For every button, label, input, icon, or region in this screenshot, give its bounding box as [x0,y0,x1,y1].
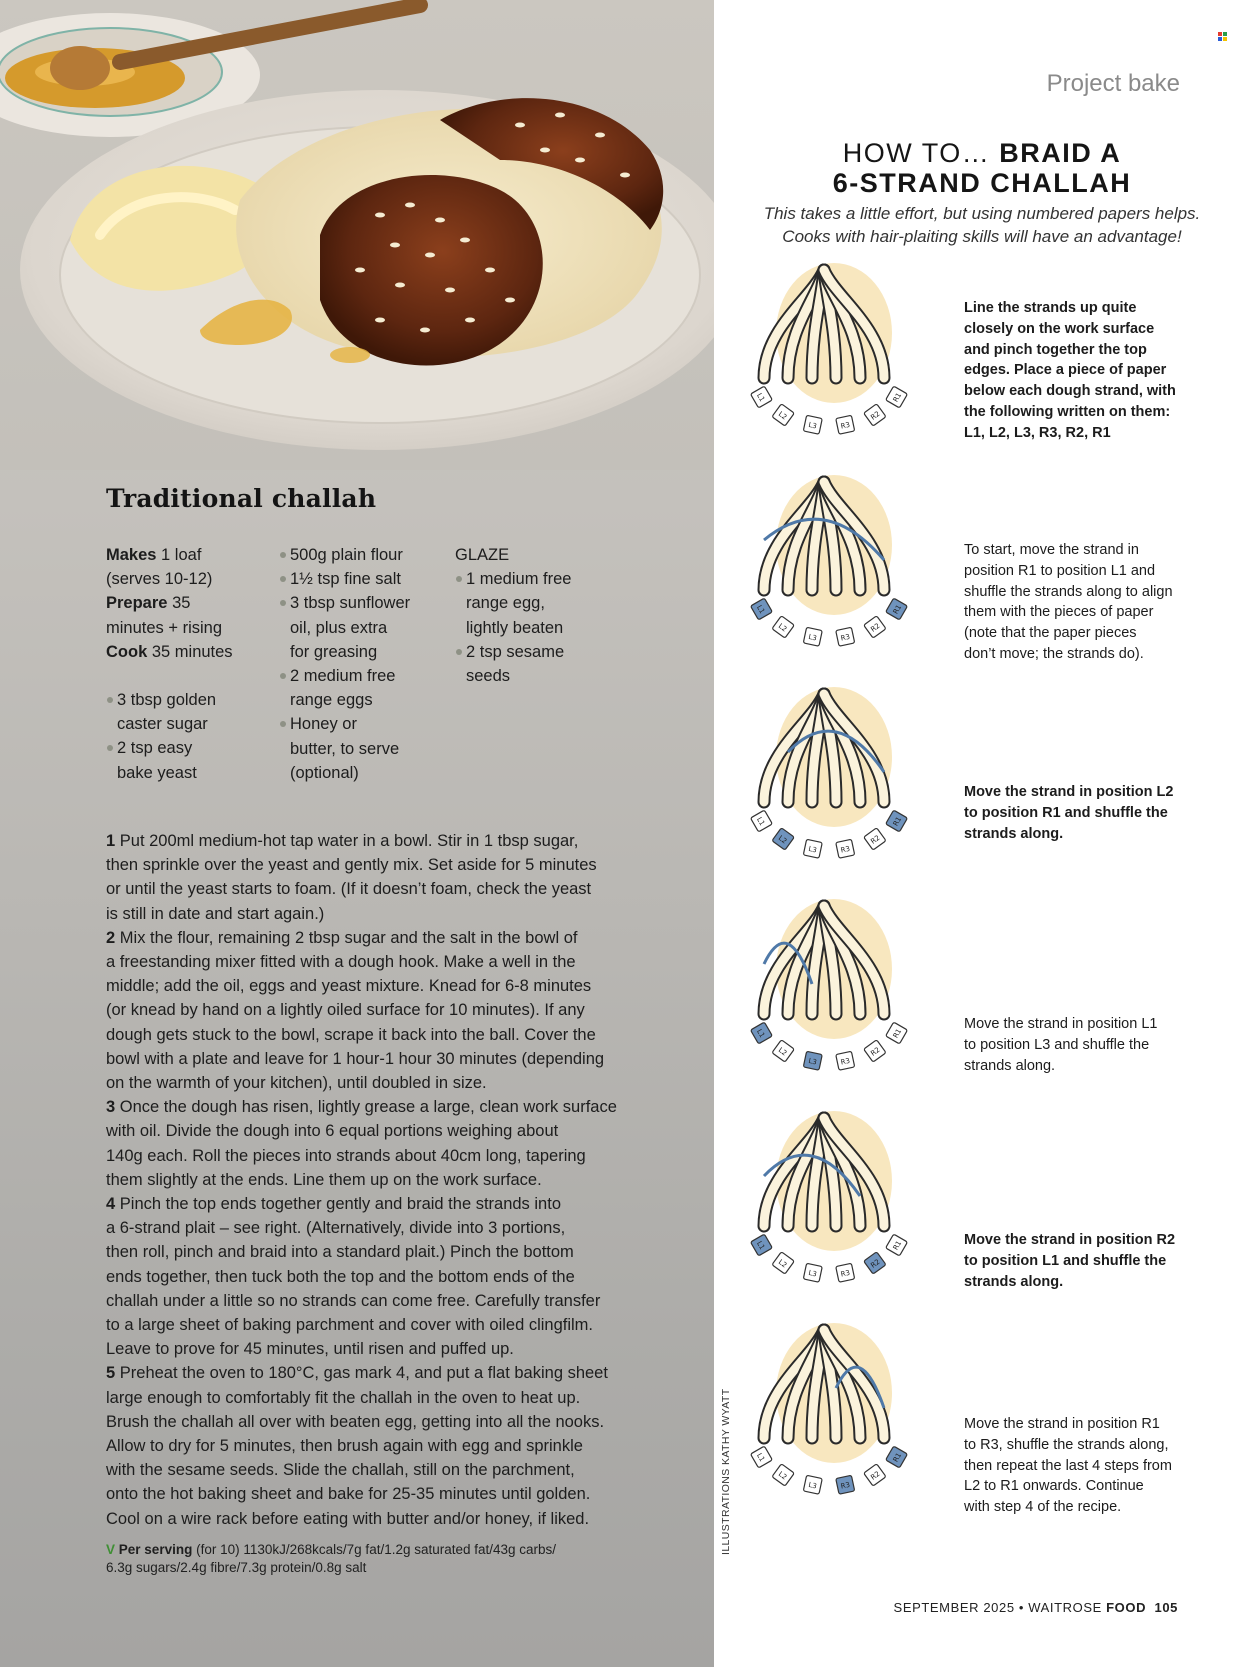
paper-label-text: L3 [807,1480,818,1491]
prepare-line: Prepare 35 [106,594,191,613]
paper-label-text: R1 [891,815,904,828]
method-line: Cool on a wire rack before eating with butter and/or honey, if liked. [106,1509,590,1528]
paper-label [751,1022,773,1044]
method-line: large enough to comfortably fit the challah in the oven to heat up. [106,1388,581,1407]
braid-illustration [744,1106,914,1306]
paper-label [886,1446,908,1468]
paper-label [836,839,855,858]
method-line: to a large sheet of baking parchment and cover with oiled clingfilm. [106,1316,594,1335]
braid-step-1 [714,258,1250,468]
braid-step-line: Move the strand in position L2 [964,784,1174,800]
braid-illustration [744,470,914,670]
paper-label-text: L1 [755,603,767,616]
paper-label [864,828,886,850]
paper-label-text: R3 [840,1480,851,1491]
paper-label-text: L3 [807,1268,818,1279]
paper-label [772,1252,794,1274]
recipe-title: Traditional challah [106,484,377,513]
paper-label-text: R1 [891,391,904,404]
paper-label-text: L2 [776,1258,789,1270]
paper-label [886,598,908,620]
braid-step-line: To start, move the strand in [964,542,1139,558]
paper-label [886,386,908,408]
nutrition-line-2: 6.3g sugars/2.4g fibre/7.3g protein/0.8g salt [106,1559,367,1575]
ingredient-line: bake yeast [117,763,197,782]
step-number: 3 [106,1098,116,1117]
method-line: bowl with a plate and leave for 1 hour-1 hour 30 minutes (depending [106,1049,605,1068]
paper-label-text: L2 [776,834,789,846]
braid-step-line: Line the strands up quite [964,300,1137,316]
howto-panel [714,0,1250,1667]
paper-label-text: R2 [869,1045,882,1058]
ingredients-col-2 [279,543,439,785]
method-line: a 6-strand plait – see right. (Alternatively, divide into 3 portions, [106,1219,566,1238]
paper-label-text: L2 [776,1046,789,1058]
method-line: with the sesame seeds. Slide the challah, still on the parchment, [106,1461,575,1480]
braid-step-text [964,782,1190,844]
paper-label [836,627,855,646]
method-text: Mix the flour, remaining 2 tbsp sugar and the salt in the bowl of [119,928,578,947]
method-line: (or knead by hand on a lightly oiled surface for 10 minutes). If any [106,1001,585,1020]
ingredient-item [279,567,439,591]
method-step [106,1192,666,1361]
paper-label-text: R3 [840,632,851,643]
glaze-list [455,567,595,688]
paper-label [864,1252,886,1274]
method-line: or until the yeast starts to foam. (If it doesn’t foam, check the yeast [106,880,592,899]
ingredient-line: 3 tbsp golden [117,691,217,710]
vegetarian-badge: V [106,1541,116,1557]
cook-line: Cook 35 minutes [106,642,233,661]
paper-label-text: L1 [755,391,767,404]
paper-label [886,1234,908,1256]
paper-label [751,810,773,832]
braid-step-line: strands along. [964,825,1064,842]
ingredient-line: 2 medium free [290,667,396,686]
paper-label [772,828,794,850]
footer-text: SEPTEMBER 2025 • WAITROSE [893,1600,1102,1615]
paper-label [864,404,886,426]
glaze-line: seeds [466,667,511,686]
braid-step-5 [714,1106,1250,1316]
method-step [106,829,666,926]
paper-label [751,1234,773,1256]
glaze-line: 1 medium free [466,570,572,589]
glaze-item [455,640,595,688]
braid-step-line: and pinch together the top [964,341,1147,358]
step-number: 1 [106,832,116,850]
braid-step-line: position R1 to position L1 and [964,562,1156,579]
nutrition-info [106,1541,666,1577]
method-text: Put 200ml medium-hot tap water in a bowl. Stir in 1 tbsp sugar, [119,832,579,850]
braid-step-3 [714,682,1250,892]
ingredient-line: range eggs [290,691,373,710]
ingredient-line: caster sugar [117,715,208,734]
braid-step-text [964,1014,1190,1076]
method-text: Preheat the oven to 180°C, gas mark 4, and put a flat baking sheet [119,1364,608,1383]
braid-step-2 [714,470,1250,680]
ingredient-line: 3 tbsp sunflower [290,594,411,613]
braid-illustration [744,682,914,882]
page-number: 105 [1154,1600,1178,1615]
nutrition-line-1: (for 10) 1130kJ/268kcals/7g fat/1.2g saturated fat/43g carbs/ [196,1541,557,1557]
paper-label [836,415,855,434]
section-label: Project bake [1046,70,1180,97]
paper-label [803,415,822,434]
ingredient-line: 500g plain flour [290,546,403,564]
braid-step-line: edges. Place a piece of paper [964,362,1167,379]
glaze-item [455,567,595,640]
method-text: Once the dough has risen, lightly grease a large, clean work surface [119,1098,617,1117]
braid-step-line: Move the strand in position R2 [964,1232,1176,1248]
paper-label-text: L2 [776,410,789,422]
method-line: middle; add the oil, eggs and yeast mixture. Knead for 6-8 minutes [106,977,592,996]
footer-brand: FOOD [1106,1600,1147,1615]
ingredients [106,543,666,813]
paper-label [803,1051,822,1070]
paper-label-text: R2 [869,1469,882,1482]
braid-step-line: with step 4 of the recipe. [964,1499,1122,1516]
paper-label-text: R2 [869,1257,882,1270]
braid-step-text [964,1414,1190,1518]
paper-label-text: R1 [891,1451,904,1464]
braid-step-text [964,1230,1190,1292]
method-text: Pinch the top ends together gently and braid the strands into [119,1195,561,1214]
glaze-line: range egg, [466,594,545,613]
paper-label-text: R1 [891,603,904,616]
method-line: then roll, pinch and braid into a standard plait.) Pinch the bottom [106,1243,574,1262]
ingredient-line: 1½ tsp fine salt [290,570,401,589]
howto-heading: HOW TO… BRAID A 6-STRAND CHALLAH [832,138,1132,198]
method-line: dough gets stuck to the bowl, scrape it back into the ball. Cover the [106,1025,596,1044]
braid-step-line: to R3, shuffle the strands along, [964,1436,1169,1453]
method-step [106,1095,666,1192]
braid-step-6 [714,1318,1250,1528]
method-line [106,926,666,950]
braid-step-text [964,298,1190,444]
paper-label [772,1040,794,1062]
paper-label [803,1475,822,1494]
method-line: challah under a little so no strands can come free. Carefully transfer [106,1291,601,1310]
ingredient-item [106,688,266,736]
braid-step-line: Move the strand in position L1 [964,1016,1158,1032]
paper-label [751,1446,773,1468]
paper-label-text: L1 [755,815,767,828]
method-line: Leave to prove for 45 minutes, until risen and puffed up. [106,1340,514,1359]
illustration-credit: ILLUSTRATIONS KATHY WYATT [720,1388,732,1555]
braid-step-line: strands along. [964,1273,1064,1290]
braid-step-line: then repeat the last 4 steps from [964,1457,1172,1474]
glaze-line: lightly beaten [466,618,564,637]
step-number: 4 [106,1195,116,1214]
paper-label-text: L3 [807,632,818,643]
braid-illustration [744,894,914,1094]
method-line: Brush the challah all over with beaten egg, getting into all the nooks. [106,1412,605,1431]
method-line: 140g each. Roll the pieces into strands about 40cm long, tapering [106,1146,586,1165]
braid-step-line: to position L3 and shuffle the [964,1036,1150,1053]
method-line: them slightly at the ends. Line them up on the work surface. [106,1170,542,1189]
braid-step-line: L2 to R1 onwards. Continue [964,1478,1144,1495]
corner-mark [1218,32,1228,42]
braid-step-line: to position R1 and shuffle the [964,804,1168,821]
makes-line: Makes 1 loaf [106,546,202,564]
paper-label-text: R2 [869,621,882,634]
paper-label [751,598,773,620]
ingredient-item [106,736,266,784]
braid-step-4 [714,894,1250,1104]
method-line: onto the hot baking sheet and bake for 25-35 minutes until golden. [106,1485,591,1504]
paper-label [864,616,886,638]
recipe-block [106,484,666,1577]
braid-step-line: don’t move; the strands do). [964,645,1144,662]
paper-label-text: R1 [891,1027,904,1040]
method-step [106,1361,666,1530]
challah-photo [0,0,714,470]
ingredient-line: Honey or [290,715,357,734]
glaze-heading: GLAZE [455,546,510,564]
paper-label-text: L2 [776,1470,789,1482]
ingredient-line: 2 tsp easy [117,739,193,758]
paper-label [886,1022,908,1044]
method-line [106,1361,666,1385]
braid-step-line: to position L1 and shuffle the [964,1252,1167,1269]
paper-label-text: L1 [755,1451,767,1464]
paper-label-text: R3 [840,1056,851,1067]
paper-label [803,627,822,646]
paper-label [803,1263,822,1282]
method-step [106,926,666,1095]
ingredient-line: oil, plus extra [290,618,388,637]
method-line: a freestanding mixer fitted with a dough hook. Make a well in the [106,953,576,972]
glaze-line: 2 tsp sesame [466,642,565,661]
ingredient-line: (optional) [290,763,359,782]
step-number: 5 [106,1364,116,1383]
method-line [106,1192,666,1216]
braid-step-line: them with the pieces of paper [964,604,1154,621]
braid-step-line: the following written on them: [964,403,1171,420]
ingredient-line: for greasing [290,642,378,661]
ingredient-list-1 [106,688,266,785]
method-line: on the warmth of your kitchen), until doubled in size. [106,1074,487,1093]
paper-label-text: L1 [755,1027,767,1040]
braid-step-line: shuffle the strands along to align [964,583,1173,600]
method-line [106,1095,666,1119]
ingredients-col-1 [106,543,266,785]
method-line: ends together, then tuck both the top and the bottom ends of the [106,1267,575,1286]
braid-step-line: L1, L2, L3, R3, R2, R1 [964,424,1111,441]
paper-label-text: R3 [840,844,851,855]
paper-label-text: R2 [869,409,882,422]
braid-step-line: closely on the work surface [964,320,1155,337]
paper-label-text: L1 [755,1239,767,1252]
method-line: Allow to dry for 5 minutes, then brush again with egg and sprinkle [106,1437,583,1456]
paper-label [751,386,773,408]
paper-label-text: R2 [869,833,882,846]
paper-label [864,1040,886,1062]
prepare-note: minutes + rising [106,618,223,637]
braid-step-line: below each dough strand, with [964,383,1176,400]
paper-label [836,1051,855,1070]
method-line [106,829,666,853]
paper-label [772,616,794,638]
braid-step-text [964,540,1190,665]
paper-label-text: L3 [807,844,818,855]
method-steps [106,829,666,1531]
paper-label [772,1464,794,1486]
howto-intro: This takes a little effort, but using numbered papers helps. Cooks with hair-plaiting skills will have an advantage! [763,204,1201,246]
ingredient-item [279,591,439,664]
paper-label [772,404,794,426]
paper-label-text: R1 [891,1239,904,1252]
page-footer [894,1600,1178,1615]
paper-label [886,810,908,832]
ingredient-line: butter, to serve [290,739,400,758]
braid-illustration [744,258,914,458]
step-number: 2 [106,928,116,947]
paper-label-text: R3 [840,420,851,431]
method-line: is still in date and start again.) [106,904,325,923]
paper-label [836,1475,855,1494]
braid-step-line: Move the strand in position R1 [964,1416,1160,1432]
braid-step-line: strands along. [964,1057,1056,1074]
braid-step-line: (note that the paper pieces [964,625,1137,642]
paper-label-text: R3 [840,1268,851,1279]
paper-label [864,1464,886,1486]
makes-note: (serves 10-12) [106,570,213,589]
method-line: with oil. Divide the dough into 6 equal portions weighing about [106,1122,559,1141]
paper-label-text: L3 [807,420,818,431]
braid-illustration [744,1318,914,1518]
paper-label-text: L3 [807,1056,818,1067]
ingredient-item [279,543,439,567]
nutrition-label: Per serving [118,1541,193,1557]
ingredient-item [279,712,439,785]
paper-label [803,839,822,858]
paper-label [836,1263,855,1282]
paper-label-text: L2 [776,622,789,634]
glaze-col [455,543,595,688]
ingredient-item [279,664,439,712]
method-line: then sprinkle over the yeast and gently mix. Set aside for 5 minutes [106,856,597,875]
